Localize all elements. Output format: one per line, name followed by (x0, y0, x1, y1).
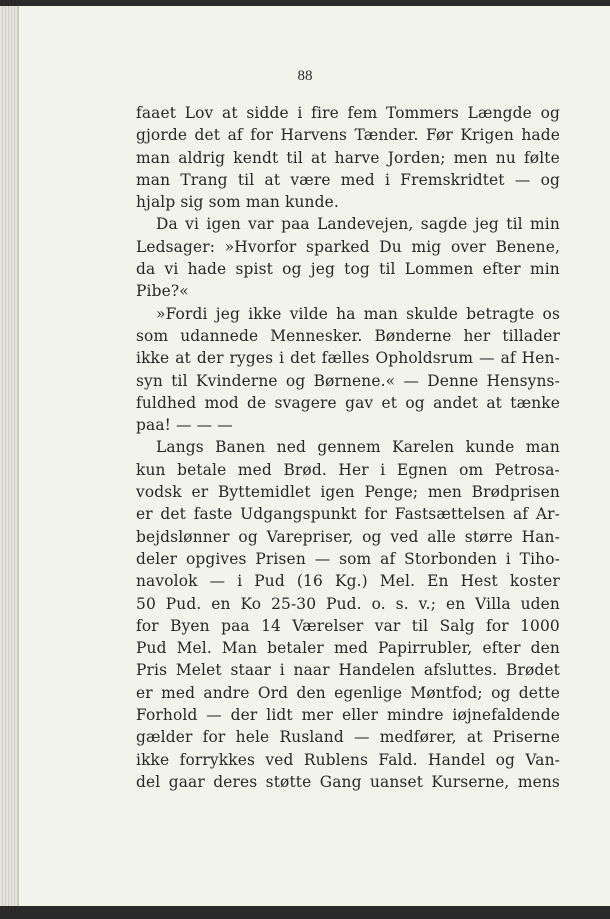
text-line: hjalp sig som man kunde. (136, 193, 339, 212)
text-line: Forhold — der lidt mer eller mindre iøjnefaldende (136, 706, 560, 725)
text-line: Pris Melet staar i naar Handelen afsluttes. Brødet (136, 661, 560, 680)
book-edge-bottom (0, 906, 610, 919)
page-number: 88 (297, 68, 313, 84)
text-line: deler opgives Prisen — som af Storbonden i Tiho- (136, 549, 560, 568)
text-line: for Byen paa 14 Værelser var til Salg for 1000 (136, 616, 560, 635)
text-line: Pud Mel. Man betaler med Papirrubler, efter den (136, 639, 560, 658)
text-line: »Fordi jeg ikke vilde ha man skulde betragte os (156, 304, 560, 323)
text-line: faaet Lov at sidde i fire fem Tommers Længde og (136, 104, 560, 122)
text-line: fuldhed mod de svagere gav et og andet at tænke (136, 393, 560, 412)
text-line: Langs Banen ned gennem Karelen kunde man (156, 438, 560, 457)
text-line: man Trang til at være med i Fremskridtet — og (136, 170, 560, 189)
text-line: er det faste Udgangspunkt for Fastsættelsen af Ar- (136, 505, 560, 524)
text-line: vodsk er Byttemidlet igen Penge; men Brødprisen (136, 483, 560, 502)
text-line: da vi hade spist og jeg tog til Lommen efter min (136, 260, 560, 279)
text-line: Pibe?« (136, 282, 189, 301)
text-line: paa! — — — (136, 416, 233, 435)
text-line: bejdslønner og Varepriser, og ved alle større Han- (136, 527, 560, 546)
text-line: ikke at der ryges i det fælles Opholdsrum — af Hen- (136, 349, 560, 368)
text-line: navolok — i Pud (16 Kg.) Mel. En Hest koster (136, 572, 560, 591)
text-line: gælder for hele Rusland — medfører, at Priserne (136, 728, 560, 747)
text-line: del gaar deres støtte Gang uanset Kurserne, mens (136, 772, 560, 791)
text-line: Ledsager: »Hvorfor sparked Du mig over Benene, (136, 237, 560, 256)
text-line: er med andre Ord den egenlige Møntfod; og dette (136, 683, 560, 702)
text-line: som udannede Mennesker. Bønderne her tillader (136, 326, 560, 345)
text-line: ikke forrykkes ved Rublens Fald. Handel og Van- (136, 750, 560, 769)
text-line: Da vi igen var paa Landevejen, sagde jeg til min (156, 215, 560, 234)
body-text (136, 102, 560, 793)
text-line: syn til Kvinderne og Børnene.« — Denne Hensyns- (136, 371, 560, 390)
text-line: kun betale med Brød. Her i Egnen om Petrosa- (136, 460, 560, 479)
text-line: gjorde det af for Harvens Tænder. Før Krigen hade (136, 126, 560, 145)
text-line: man aldrig kendt til at harve Jorden; men nu følte (136, 148, 560, 167)
text-line: 50 Pud. en Ko 25-30 Pud. o. s. v.; en Villa uden (136, 594, 560, 613)
